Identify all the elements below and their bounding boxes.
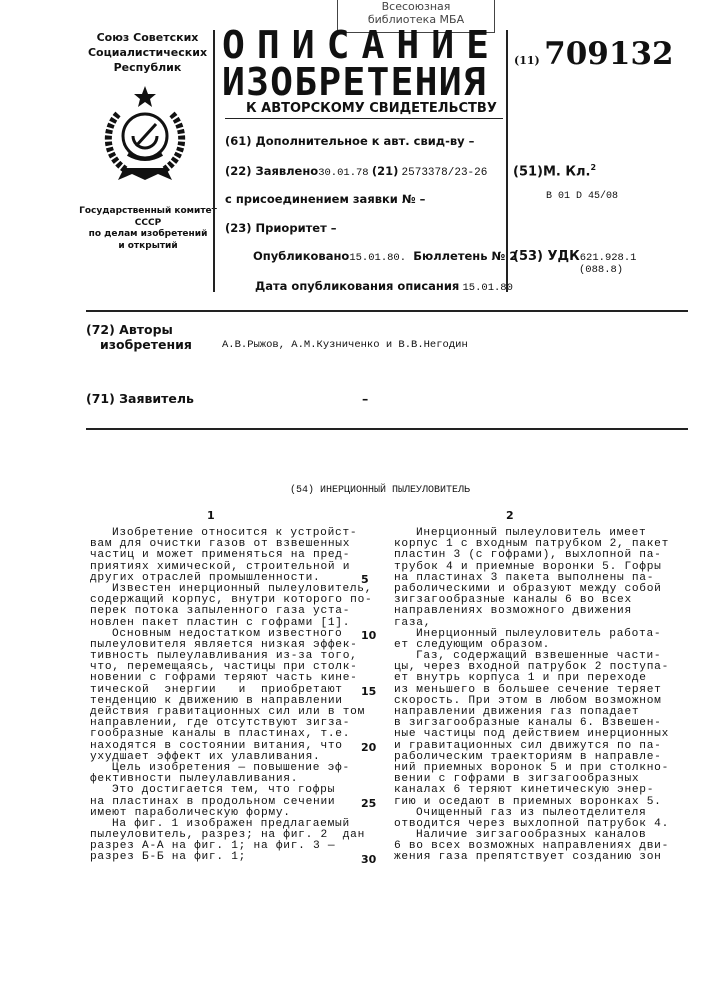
committee-line-3: по делам изобретений [78,229,218,241]
text-line: Очищенный газ из пылеотделителя [394,808,669,819]
line-number: 10 [361,629,376,642]
field-22-21 [225,164,487,179]
divider-top [86,310,688,312]
udk-value-2: (088.8) [579,264,623,276]
text-column-1 [90,528,372,864]
text-line: Известен инерционный пылеуловитель, [90,584,372,595]
class-value: B 01 D 45/08 [546,191,618,202]
text-line: тивность пылеулавливания из-за того, [90,651,372,662]
text-line: ет следующим образом. [394,640,669,651]
line-number: 20 [361,741,376,754]
field-published [253,249,517,264]
text-line: скорость. При этом в любом возможном [394,696,669,707]
applicant-label: (71) Заявитель [86,391,194,406]
udk-label: (53) УДК [513,249,580,264]
text-line: Изобретение относится к устройст- [90,528,372,539]
text-line: Это достигается тем, что гофры [90,785,372,796]
text-line: имеют параболическую форму. [90,808,372,819]
text-line: ет внутрь корпуса 1 и при переходе [394,673,669,684]
text-line: действия гравитационных сил или в том [90,707,372,718]
title-line-2: ИЗОБРЕТЕНИЯ [222,63,487,101]
text-line: каналах 6 теряют кинетическую энер- [394,785,669,796]
text-line: на пластинах 3 пакета выполнены па- [394,573,669,584]
text-line: раболическим траекториям в направле- [394,752,669,763]
udk-value: 621.928.1 [580,252,637,264]
application-number-label: (21) [372,164,399,178]
divider-left [213,30,215,292]
text-line: новении с гофрами теряют часть кине- [90,673,372,684]
text-column-2 [394,528,669,864]
text-line: жения газа препятствует созданию зон [394,852,669,863]
text-line: Основным недостатком известного [90,629,372,640]
bulletin-number: Бюллетень № 2 [413,249,517,263]
committee-line-2: СССР [78,218,218,230]
ussr-header [80,30,215,75]
text-line: из меньшего в большее сечение теряет [394,685,669,696]
patent-number-label: (11) [514,54,540,67]
patent-number-block [514,36,674,72]
stamp-line-1: Всесоюзная [338,0,494,13]
authors-label-2: изобретения [100,337,192,352]
field-description-date [255,279,513,294]
text-line: отводится через выхлопной патрубок 4. [394,819,669,830]
authors-names: А.В.Рыжов, А.М.Кузниченко и В.В.Негодин [222,339,468,351]
text-line: новлен пакет пластин с гофрами [1]. [90,618,372,629]
published-label: Опубликовано [253,249,349,263]
field-23-priority: (23) Приоритет – [225,221,337,235]
text-line: фективности пылеулавливания. [90,774,372,785]
text-line: раболическими и образуют между собой [394,584,669,595]
text-line: ний приемных воронок 5 и при столкно- [394,763,669,774]
authors-label-1: (72) Авторы [86,322,173,337]
application-number: 2573378/23-26 [402,167,488,179]
title-subtitle: К АВТОРСКОМУ СВИДЕТЕЛЬСТВУ [246,101,497,116]
title-line-1: ОПИСАНИЕ [222,26,501,64]
filed-label: (22) Заявлено [225,164,318,178]
text-line: частиц и может применяться на пред- [90,550,372,561]
text-line: направлении движения газ попадает [394,707,669,718]
text-line: ные частицы под действием инерционных [394,729,669,740]
text-line: что, перемещаясь, частицы при столк- [90,662,372,673]
invention-title: (54) ИНЕРЦИОННЫЙ ПЫЛЕУЛОВИТЕЛЬ [260,485,500,496]
text-line: корпус 1 с входным патрубком 2, пакет [394,539,669,550]
applicant-value: – [362,391,368,406]
filed-date: 30.01.78 [318,167,368,179]
text-line: приятиях химической, строительной и [90,562,372,573]
text-line: Цель изобретения — повышение эф- [90,763,372,774]
text-line: Наличие зигзагообразных каналов [394,830,669,841]
column-number-2: 2 [506,509,514,522]
text-line: ухудшает эффект их улавливания. [90,752,372,763]
description-date-label: Дата опубликования описания [255,279,459,293]
text-line: разрез А-А на фиг. 1; на фиг. 3 — [90,841,372,852]
text-line: гию и оседают в приемных воронках 5. [394,797,669,808]
patent-number: 709132 [544,36,673,72]
line-number: 30 [361,853,376,866]
published-date: 15.01.80. [349,252,406,264]
text-line: газа, [394,618,669,629]
class-label [513,163,596,179]
text-line: на пластинах в продольном сечении [90,797,372,808]
text-line: Инерционный пылеуловитель работа- [394,629,669,640]
column-number-1: 1 [207,509,215,522]
ussr-emblem-icon [98,84,192,184]
class-edition: 2 [590,163,596,172]
text-line: направлении, где отсутствуют зигза- [90,718,372,729]
text-line: и гравитационных сил движутся по па- [394,741,669,752]
text-line: находятся в состоянии витания, что [90,741,372,752]
udk-block [513,247,636,265]
union-line-2: Социалистических [80,45,215,60]
field-61: (61) Дополнительное к авт. свид-ву – [225,134,474,148]
line-number: 15 [361,685,376,698]
text-line: пылеуловителя является низкая эффек- [90,640,372,651]
union-line-1: Союз Советских [80,30,215,45]
text-line: гообразные каналы в пластинах, т.е. [90,729,372,740]
text-line: Инерционный пылеуловитель имеет [394,528,669,539]
committee-line-4: и открытий [78,241,218,253]
line-number: 25 [361,797,376,810]
text-line: вам для очистки газов от взвешенных [90,539,372,550]
text-line: 6 во всех возможных направлениях дви- [394,841,669,852]
stamp-line-2: библиотека МБА [338,13,494,26]
text-line: вении с гофрами в зигзагообразных [394,774,669,785]
field-joined-application: с присоединением заявки № – [225,192,425,206]
text-line: разрез Б-Б на фиг. 1; [90,852,372,863]
divider-bottom [86,428,688,430]
text-line: других отраслей промышленности. [90,573,372,584]
committee-line-1: Государственный комитет [78,206,218,218]
text-line: зигзагообразные каналы 6 во всех [394,595,669,606]
text-line: тенденцию к движению в направлении [90,696,372,707]
union-line-3: Республик [80,60,215,75]
text-line: пластин 3 (с гофрами), выхлопной па- [394,550,669,561]
state-committee [78,206,218,252]
description-date: 15.01.80 [463,282,513,294]
text-line: содержащий корпус, внутри которого по- [90,595,372,606]
text-line: цы, через входной патрубок 2 поступа- [394,662,669,673]
text-line: Газ, содержащий взвешенные части- [394,651,669,662]
line-number: 5 [361,573,369,586]
text-line: направлениях возможного движения [394,606,669,617]
class-label-text: (51)М. Кл. [513,164,590,179]
text-line: На фиг. 1 изображен предлагаемый [90,819,372,830]
text-line: трубок 4 и приемные воронки 5. Гофры [394,562,669,573]
subtitle-underline [225,118,503,119]
text-line: перек потока запыленного газа уста- [90,606,372,617]
text-line: тической энергии и приобретают [90,685,372,696]
text-line: пылеуловитель, разрез; на фиг. 2 дан [90,830,372,841]
text-line: в зигзагообразные каналы 6. Взвешен- [394,718,669,729]
